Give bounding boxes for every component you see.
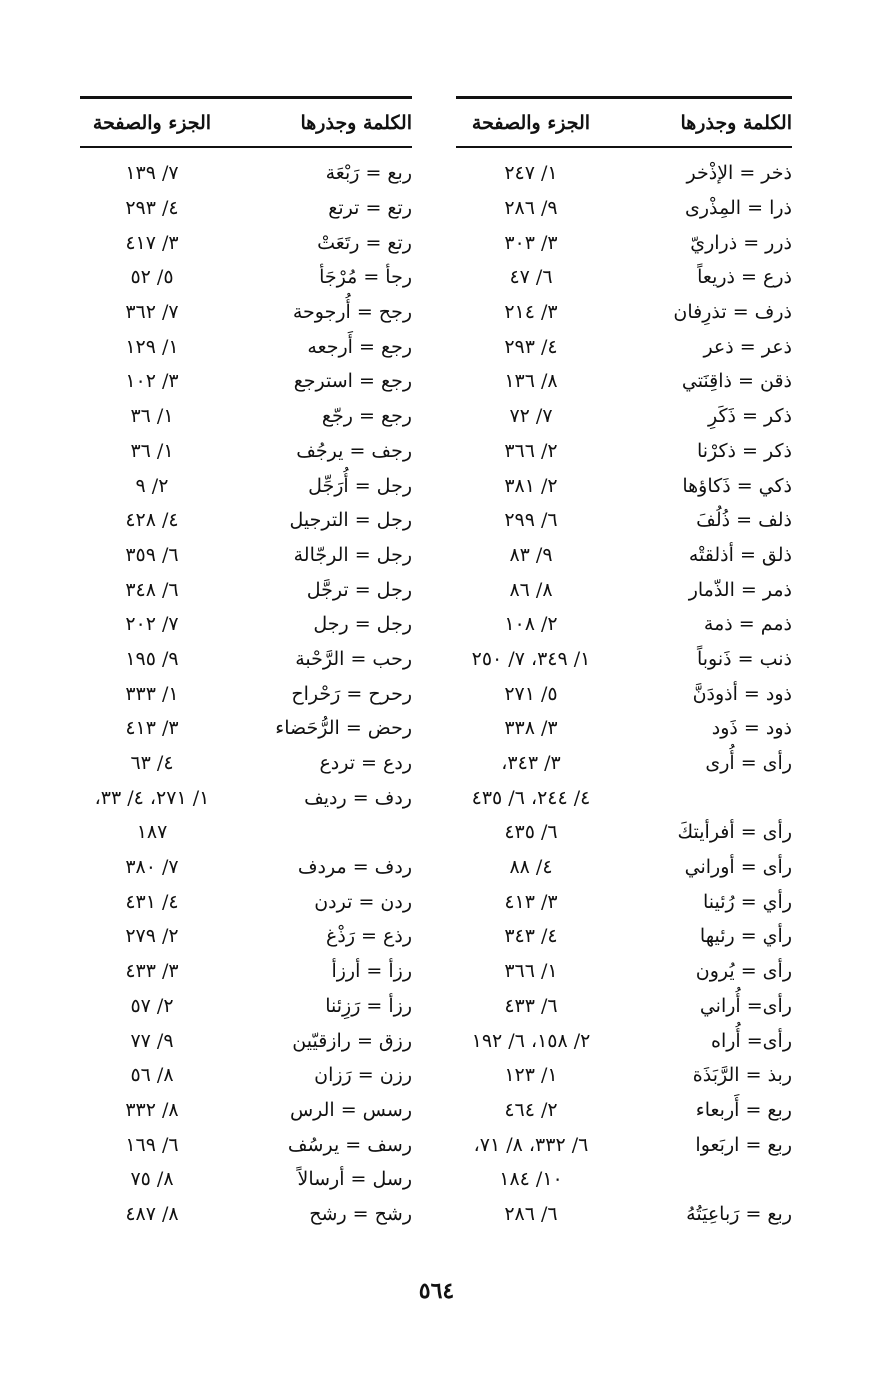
entry-word: ذكي = ذَكاؤها	[682, 474, 792, 497]
table-row	[456, 503, 792, 538]
table-row	[456, 1197, 792, 1232]
table-row	[80, 642, 412, 677]
entry-ref: ١/ ٣٦	[130, 439, 174, 462]
entry-word: ذكر = ذكرْنا	[696, 439, 792, 462]
table-body	[80, 156, 412, 1231]
table-row	[80, 1127, 412, 1162]
table-row	[456, 746, 792, 781]
entry-word: ربع = رَباعِيَتُهُ	[686, 1202, 792, 1225]
entry-word: ذمم = ذمة	[703, 613, 792, 636]
entry-ref: ٢/ ٣٨١	[504, 474, 558, 497]
entry-ref: ٢/ ٤٦٤	[504, 1098, 558, 1121]
entry-ref: ٤/ ٤٢٨	[125, 509, 179, 532]
entry-ref: ١/ ٢٧١، ٤/ ٣٣،	[94, 786, 210, 809]
entry-word: ذرا = المِذْرى	[685, 197, 792, 220]
table-row	[80, 676, 412, 711]
table-row	[456, 191, 792, 226]
entry-word: رجأ = مُرْجَأ	[319, 266, 412, 289]
entry-word: رسس = الرس	[289, 1098, 412, 1121]
entry-ref: ٧/ ٣٨٠	[125, 856, 179, 879]
entry-word: رجل = ترجَّل	[306, 578, 412, 601]
table-row	[456, 1023, 792, 1058]
table-row	[456, 850, 792, 885]
index-table-left	[80, 96, 412, 1231]
entry-ref: ١/ ٢٤٧	[504, 162, 558, 185]
table-row	[80, 780, 412, 815]
table-row	[456, 156, 792, 191]
table-row	[456, 642, 792, 677]
entry-ref: ٨/ ٧٥	[130, 1168, 174, 1191]
entry-word: ذنب = ذَنوباً	[696, 647, 792, 670]
entry-ref: ٣/ ٣٣٨	[504, 717, 558, 740]
entry-word: رزق = رازقيّين	[292, 1029, 412, 1052]
entry-word: ذرر = ذراريّ	[690, 231, 792, 254]
entry-ref: ٩/ ٢٨٦	[504, 197, 558, 220]
header-word: الكلمة وجذرها	[680, 111, 792, 134]
table-row	[456, 260, 792, 295]
entry-ref: ٤/ ٢٤٤، ٦/ ٤٣٥	[471, 786, 591, 809]
entry-word: ردف = رديف	[304, 786, 412, 809]
entry-word: ذلف = ذُلُفَ	[696, 509, 792, 532]
entry-ref: ٨/ ٤٨٧	[125, 1202, 179, 1225]
entry-ref: ٨/ ٨٦	[509, 578, 553, 601]
entry-word: ذود = ذَود	[711, 717, 792, 740]
entry-word: رزن = رَزان	[314, 1064, 412, 1087]
table-row	[80, 954, 412, 989]
table-row	[80, 503, 412, 538]
table-row	[80, 225, 412, 260]
table-row	[456, 329, 792, 364]
entry-ref: ١٠/ ١٨٤	[499, 1168, 563, 1191]
entry-word: رجف = يرجُف	[296, 439, 412, 462]
index-table-right	[456, 96, 792, 1231]
entry-ref: ٢/ ١٠٨	[504, 613, 558, 636]
entry-ref: ٩/ ٨٣	[509, 543, 553, 566]
table-row	[80, 399, 412, 434]
entry-ref: ٧/ ٢٠٢	[125, 613, 179, 636]
entry-ref: ٢/ ٢٧٩	[125, 925, 179, 948]
entry-ref: ٦/ ٤٣٣	[504, 994, 558, 1017]
entry-word: رجل = الترجيل	[289, 509, 412, 532]
entry-ref: ٤/ ٤٣١	[125, 890, 179, 913]
table-row	[456, 954, 792, 989]
entry-word: ذرع = ذريعاً	[697, 266, 792, 289]
table-row	[80, 538, 412, 573]
entry-word: ذكر = ذَكَرِ	[708, 405, 792, 428]
table-row	[456, 1127, 792, 1162]
table-row	[456, 295, 792, 330]
table-row	[456, 676, 792, 711]
entry-ref: ٢/ ٥٧	[130, 994, 174, 1017]
entry-word: رحب = الرَّحْبة	[295, 647, 412, 670]
table-row	[80, 364, 412, 399]
table-row	[456, 919, 792, 954]
entry-ref: ٢/ ٩	[135, 474, 169, 497]
table-row	[80, 260, 412, 295]
table-row	[80, 919, 412, 954]
entry-ref: ٨/ ٥٦	[130, 1064, 174, 1087]
entry-ref: ٣/ ٤١٣	[504, 890, 558, 913]
entry-ref: ١/ ٣٤٩، ٧/ ٢٥٠	[471, 647, 591, 670]
table-row	[456, 780, 792, 815]
entry-word: رجع = أَرجعه	[307, 335, 412, 358]
table-row	[80, 1162, 412, 1197]
entry-word: ذخر = الإذْخر	[686, 162, 792, 185]
entry-word: ذمر = الذّمار	[688, 578, 792, 601]
table-header	[456, 99, 792, 148]
entry-ref: ٦/ ١٦٩	[125, 1133, 179, 1156]
entry-word: رجل = أُرَجِّل	[308, 474, 412, 497]
entry-ref: ٦/ ٣٤٨	[125, 578, 179, 601]
table-row	[80, 815, 412, 850]
entry-word: ذقن = ذاقِنَتي	[681, 370, 792, 393]
entry-ref: ٣/ ٤١٣	[125, 717, 179, 740]
table-row	[456, 1093, 792, 1128]
table-row	[80, 156, 412, 191]
entry-ref: ٤/ ٦٣	[130, 752, 174, 775]
entry-word: رجح = أُرجوحة	[292, 301, 412, 324]
entry-ref: ٣/ ٤١٧	[125, 231, 179, 254]
entry-ref: ٢/ ٣٦٦	[504, 439, 558, 462]
entry-word: ربع = اربَعوا	[695, 1133, 792, 1156]
table-row	[80, 191, 412, 226]
table-row	[456, 884, 792, 919]
entry-ref: ٨/ ١٣٦	[504, 370, 558, 393]
table-row	[80, 468, 412, 503]
entry-ref: ١٨٧	[136, 821, 168, 844]
entry-ref: ٦/ ٣٣٢، ٨/ ٧١،	[473, 1133, 589, 1156]
table-row	[80, 1058, 412, 1093]
entry-word: ردن = تردن	[314, 890, 412, 913]
table-row	[456, 225, 792, 260]
entry-ref: ٥/ ٥٢	[130, 266, 174, 289]
table-row	[80, 329, 412, 364]
entry-ref: ٤/ ٨٨	[509, 856, 553, 879]
table-row	[80, 850, 412, 885]
entry-word: رحض = الرُّحَضاء	[275, 717, 412, 740]
table-row	[456, 572, 792, 607]
entry-ref: ٩/ ١٩٥	[125, 647, 179, 670]
entry-word: رأى = أُرى	[705, 752, 792, 775]
entry-word: رتع = ترتع	[328, 197, 412, 220]
table-row	[456, 815, 792, 850]
entry-ref: ٧/ ٧٢	[509, 405, 553, 428]
entry-ref: ٧/ ١٣٩	[125, 162, 179, 185]
table-header	[80, 99, 412, 148]
entry-word: رجل = رجل	[313, 613, 412, 636]
entry-ref: ٦/ ٤٧	[509, 266, 553, 289]
table-row	[80, 746, 412, 781]
entry-word: رأى= أُراني	[699, 994, 792, 1017]
entry-ref: ٢/ ١٥٨، ٦/ ١٩٢	[471, 1029, 591, 1052]
table-row	[80, 572, 412, 607]
entry-ref: ١/ ٣٦	[130, 405, 174, 428]
entry-word: ذرف = تذرِفان	[673, 301, 792, 324]
entry-word: ذعر = ذعر	[703, 335, 792, 358]
table-row	[456, 607, 792, 642]
entry-word: رشح = رشح	[309, 1202, 412, 1225]
entry-word: رأى = أفرأيتكَ	[677, 821, 792, 844]
entry-word: ربذ = الرَّبَذَة	[692, 1064, 792, 1087]
table-row	[456, 711, 792, 746]
entry-word: ربع = رَبْعَة	[325, 162, 412, 185]
table-row	[456, 434, 792, 469]
table-row	[80, 1093, 412, 1128]
entry-ref: ٦/ ٢٨٦	[504, 1202, 558, 1225]
entry-word: رذع = رَذْغ	[326, 925, 412, 948]
entry-ref: ٣/ ٢١٤	[504, 301, 558, 324]
entry-ref: ٣/ ٣٠٣	[504, 231, 558, 254]
entry-ref: ٧/ ٣٦٢	[125, 301, 179, 324]
entry-word: رأى = أوراني	[684, 856, 792, 879]
entry-ref: ٥/ ٢٧١	[504, 682, 558, 705]
table-body	[456, 156, 792, 1231]
entry-word: ردف = مردف	[297, 856, 412, 879]
table-row	[80, 1197, 412, 1232]
entry-ref: ٦/ ٤٣٥	[504, 821, 558, 844]
entry-ref: ٤/ ٢٩٣	[125, 197, 179, 220]
entry-word: ذلق = أذلقتْه	[688, 543, 792, 566]
entry-ref: ٣/ ٣٤٣،	[501, 752, 561, 775]
entry-word: رحرح = رَحْراح	[291, 682, 412, 705]
entry-word: ردع = تردع	[319, 752, 412, 775]
table-row	[456, 989, 792, 1024]
header-ref: الجزء والصفحة	[92, 111, 212, 134]
entry-ref: ٩/ ٧٧	[130, 1029, 174, 1052]
table-row	[80, 607, 412, 642]
entry-ref: ٤/ ٣٤٣	[504, 925, 558, 948]
table-row	[456, 468, 792, 503]
entry-word: رجل = الرجّالة	[293, 543, 412, 566]
entry-word: ذود = أذودَنَّ	[692, 682, 792, 705]
entry-ref: ٣/ ٤٣٣	[125, 960, 179, 983]
entry-word: رأى= أُراه	[711, 1029, 792, 1052]
entry-word: رأي = رُئينا	[702, 890, 792, 913]
table-row	[80, 884, 412, 919]
page-number: ٥٦٤	[418, 1278, 455, 1304]
entry-word: ربع = أَربعاء	[695, 1098, 792, 1121]
entry-word: رتع = رتَعَتْ	[317, 231, 412, 254]
table-row	[80, 1023, 412, 1058]
entry-word: رجع = استرجع	[293, 370, 412, 393]
entry-ref: ١/ ١٢٣	[504, 1064, 558, 1087]
entry-ref: ١/ ١٢٩	[125, 335, 179, 358]
table-row	[80, 711, 412, 746]
entry-ref: ٦/ ٢٩٩	[504, 509, 558, 532]
table-row	[456, 364, 792, 399]
table-row	[80, 989, 412, 1024]
table-row	[456, 1162, 792, 1197]
entry-word: رجع = رجّع	[321, 405, 412, 428]
entry-word: رسل = أرسالاً	[297, 1168, 412, 1191]
header-ref: الجزء والصفحة	[471, 111, 591, 134]
entry-ref: ١/ ٣٣٣	[125, 682, 179, 705]
table-row	[456, 399, 792, 434]
header-word: الكلمة وجذرها	[300, 111, 412, 134]
table-row	[456, 538, 792, 573]
entry-word: رأي = رئيها	[699, 925, 792, 948]
entry-ref: ١/ ٣٦٦	[504, 960, 558, 983]
table-row	[456, 1058, 792, 1093]
entry-ref: ٨/ ٣٣٢	[125, 1098, 179, 1121]
entry-word: رزأ = رَزِئنا	[325, 994, 412, 1017]
entry-word: رسف = يرسُف	[287, 1133, 412, 1156]
entry-ref: ٣/ ١٠٢	[125, 370, 179, 393]
table-row	[80, 295, 412, 330]
table-row	[80, 434, 412, 469]
entry-word: رأى = يُرون	[695, 960, 792, 983]
entry-ref: ٤/ ٢٩٣	[504, 335, 558, 358]
entry-ref: ٦/ ٣٥٩	[125, 543, 179, 566]
entry-word: رزأ = أرزأ	[331, 960, 412, 983]
